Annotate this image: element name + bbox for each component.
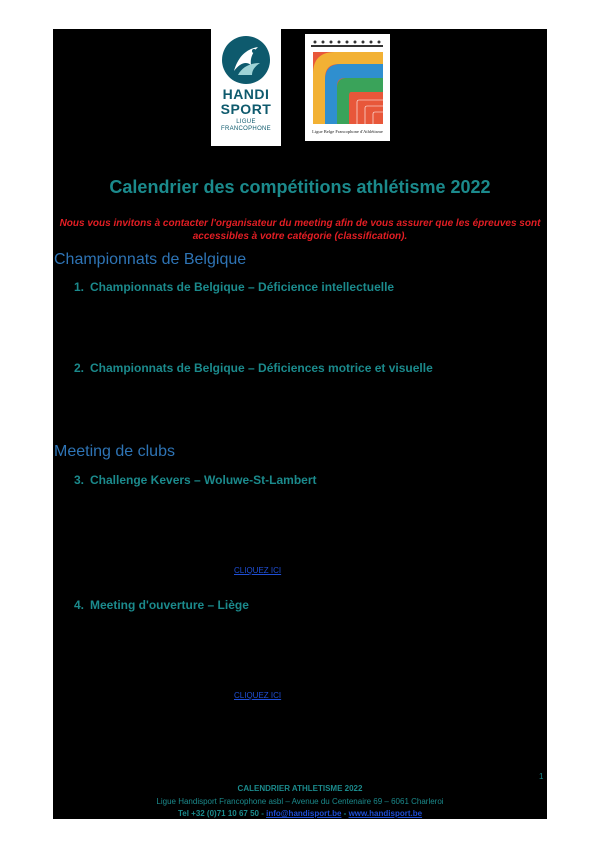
handisport-logo-line1: HANDI — [222, 86, 270, 102]
list-item — [74, 473, 317, 487]
list-item — [74, 280, 394, 294]
cliquez-ici-link-ouverture[interactable]: CLIQUEZ ICI — [234, 691, 282, 700]
section-heading-championnats: Championnats de Belgique — [54, 251, 247, 268]
list-item-label: Meeting d'ouverture – Liège — [90, 598, 249, 612]
footer-separator: - — [341, 809, 349, 818]
handisport-logo — [211, 29, 281, 146]
footer-phone: Tel +32 (0)71 10 67 50 - — [177, 809, 267, 818]
footer-address: Ligue Handisport Francophone asbl – Avenue du Centenaire 69 – 6061 Charleroi — [156, 797, 444, 806]
list-item-number: 1. — [74, 280, 85, 294]
footer-email-link[interactable]: info@handisport.be — [266, 809, 342, 818]
handisport-logo-line2: SPORT — [220, 101, 272, 117]
page-number: 1 — [539, 772, 544, 781]
list-item-label: Championnats de Belgique – Déficience intellectuelle — [90, 280, 395, 294]
cliquez-ici-link-kevers[interactable]: CLIQUEZ ICI — [234, 566, 282, 575]
list-item-label: Challenge Kevers – Woluwe-St-Lambert — [90, 473, 317, 487]
list-item-number: 3. — [74, 473, 85, 487]
list-item — [74, 361, 433, 375]
handisport-logo-line3: LIGUE — [236, 119, 256, 125]
footer-contact — [53, 809, 547, 819]
page-title: Calendrier des compétitions athlétisme 2022 — [109, 177, 491, 197]
footer-title: CALENDRIER ATHLETISME 2022 — [237, 784, 363, 793]
list-item-number: 2. — [74, 361, 85, 375]
list-item — [74, 598, 249, 612]
handisport-emblem-icon — [220, 35, 272, 85]
document-page — [53, 29, 547, 819]
handisport-logo-line4: FRANCOPHONE — [221, 126, 271, 132]
athletics-track-icon — [305, 34, 390, 129]
lbfa-logo — [305, 34, 390, 141]
footer-website-link[interactable]: www.handisport.be — [348, 809, 423, 818]
notice-text: Nous vous invitons à contacter l'organisateur du meeting afin de vous assurer que les épreuves sont accessibles à votre catégorie (classification). — [59, 218, 541, 242]
lbfa-logo-caption: Ligue Belge Francophone d'Athlétisme — [312, 129, 383, 134]
list-item-label: Championnats de Belgique – Déficiences motrice et visuelle — [90, 361, 433, 375]
list-item-number: 4. — [74, 598, 85, 612]
section-heading-meeting-clubs: Meeting de clubs — [54, 443, 175, 460]
